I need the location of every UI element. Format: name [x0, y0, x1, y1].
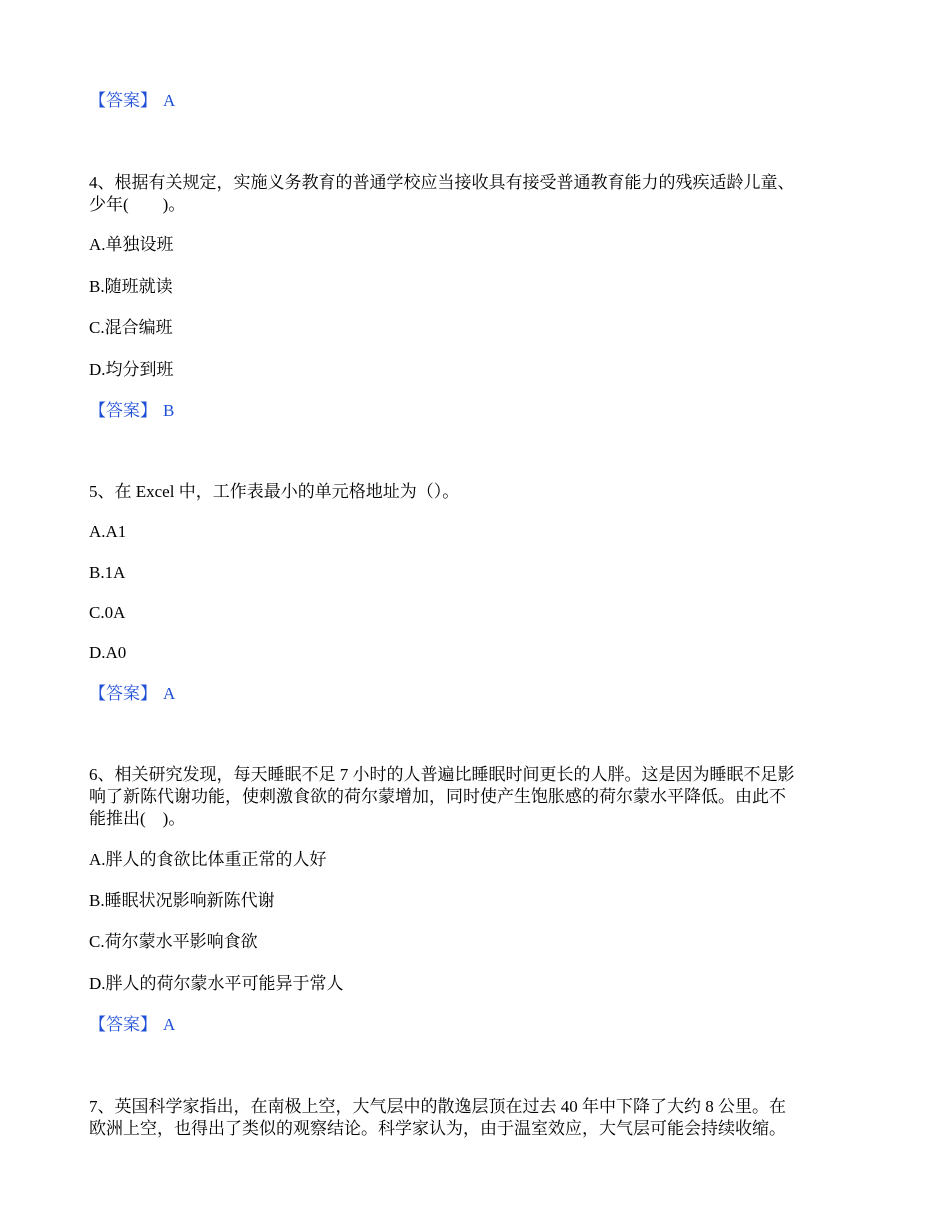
answer-value: A	[163, 91, 176, 110]
q4-stem-line-2: 少年( )。	[89, 195, 186, 214]
answer-value: A	[163, 684, 176, 703]
answer-q6	[89, 1014, 175, 1036]
q4-option-b: B.随班就读	[89, 277, 173, 296]
q6-stem-line-2: 响了新陈代谢功能，使刺激食欲的荷尔蒙增加，同时使产生饱胀感的荷尔蒙水平降低。由此不	[89, 787, 786, 806]
answer-label: 【答案】	[89, 684, 157, 703]
q7-stem-line-2: 欧洲上空，也得出了类似的观察结论。科学家认为，由于温室效应，大气层可能会持续收缩。	[89, 1119, 786, 1138]
answer-q3	[89, 90, 175, 112]
answer-label: 【答案】	[89, 401, 157, 420]
q6-stem-line-1: 6、相关研究发现，每天睡眠不足 7 小时的人普遍比睡眠时间更长的人胖。这是因为睡眠不足影	[89, 765, 795, 784]
q5-option-c: C.0A	[89, 603, 126, 622]
q6-option-a: A.胖人的食欲比体重正常的人好	[89, 850, 327, 869]
q4-option-a: A.单独设班	[89, 235, 174, 254]
q5-stem-line-1: 5、在 Excel 中，工作表最小的单元格地址为（）。	[89, 482, 460, 501]
answer-value: A	[163, 1015, 176, 1034]
q6-stem-line-3: 能推出( )。	[89, 809, 186, 828]
q6-option-c: C.荷尔蒙水平影响食欲	[89, 932, 258, 951]
answer-label: 【答案】	[89, 1015, 157, 1034]
answer-label: 【答案】	[89, 91, 157, 110]
q5-option-a: A.A1	[89, 522, 127, 541]
q6-option-b: B.睡眠状况影响新陈代谢	[89, 891, 275, 910]
q4-stem-line-1: 4、根据有关规定，实施义务教育的普通学校应当接收具有接受普通教育能力的残疾适龄儿童、	[89, 173, 795, 192]
q7-stem-line-1: 7、英国科学家指出，在南极上空，大气层中的散逸层顶在过去 40 年中下降了大约 8 公里。在	[89, 1097, 786, 1116]
answer-q4	[89, 400, 174, 422]
q5-option-d: D.A0	[89, 643, 127, 662]
q4-option-c: C.混合编班	[89, 318, 173, 337]
answer-value: B	[163, 401, 175, 420]
q6-option-d: D.胖人的荷尔蒙水平可能异于常人	[89, 974, 344, 993]
answer-q5	[89, 683, 175, 705]
q4-option-d: D.均分到班	[89, 360, 174, 379]
q5-option-b: B.1A	[89, 563, 126, 582]
